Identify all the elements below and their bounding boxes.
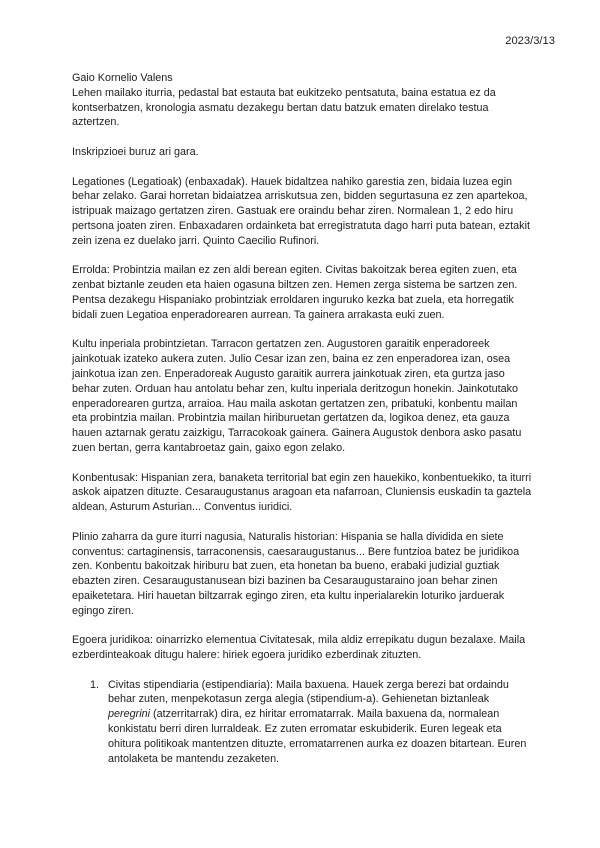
paragraph-legationes: Legationes (Legatioak) (enbaxadak). Hauek bidaltzea nahiko garestia zen, bidaia luzea egin behar zelako. Garai horretan bidaiatzea arriskutsua zen, bidden segurtasuna ez zen apartekoa, istripuak maizago gertatzen ziren. Gastuak ere oraindu behar ziren. Normalean 1, 2 edo hiru pertsona joaten ziren. Enbaxadaren ordainketa bat erregistratuta dago harri puta batean, eztakit zein izena ez duelako jarri. Quinto Caecilio Rufinori. [72, 175, 530, 247]
paragraph-inscriptions: Inskripzioei buruz ari gara. [72, 145, 199, 158]
list-item [72, 678, 534, 767]
list-item-text-before: Civitas stipendiaria (estipendiaria): Maila baxuena. Hauek zerga berezi bat ordaindu behar zuten, menpekotasun zerga alegia (stipendium-a). Gehienetan biztanleak [108, 678, 509, 706]
list-item-text-after: (atzerritarrak) dira, ez hiritar erromatarrak. Maila baxuena da, normalean konkistatu berri diren lurraldeak. Ez zuten erromatar eskubiderik. Euren legeak eta ohitura politikoak mantentzen dituzte, erromatarrenen aurka ez doazen bitartean. Euren antolaketa be mantendu zezaketen. [108, 708, 527, 765]
paragraph-errolda: Errolda: Probintzia mailan ez zen aldi berean egiten. Civitas bakoitzak berea egiten zuen, eta zenbat biztanle zeuden eta haien ogasuna biltzen zen. Hemen zerga sistema be sartzen zen. Pentsa dezakegu Hispaniako probintziak erroldaren inguruko kezka bat zuela, eta horregatik bidali zuen Legatioa enperadorearen aurrean. Ta gainera arrakasta euki zuen. [72, 264, 518, 321]
list-item-number: 1. [90, 678, 100, 691]
document-date: 2023/3/13 [505, 35, 555, 47]
document-body [72, 71, 534, 766]
paragraph-kultu-inperiala: Kultu inperiala probintzietan. Tarracon gertatzen zen. Augustoren garaitik enperadoreek jainkotuak izateko aukera zuten. Julio Cesar izan zen, baina ez zen enperadorea izan, osea jainkotua izan zen. Enperadoreak Augusto garaitik aurrera jainkotuak ziren, eta gurtza jaso behar zuten. Orduan hau antolatu behar zen, kultu inperiala deritzogun honekin. Jainkotutako enperadorearen gurtza, arraioa. Hau maila askotan gertatzen zen, pribatuki, konbentu mailan eta probintzia mailan. Probintzia mailan hiriburuetan gertatzen da, logikoa denez, eta gauza hauen aztarnak geratu zaizkigu, Tarracokoak gainera. Gainera Augustok denbora asko pasatu zuen bertan, gerra kantabroetaz gain, gaixo egon zelako. [72, 338, 522, 454]
paragraph-egoera-juridikoa: Egoera juridikoa: oinarrizko elementua Civitatesak, mila aldiz errepikatu dugun bezalaxe. Maila ezberdinteakoak ditugu halere: hiriek egoera juridiko ezberdinak zituzten. [72, 634, 526, 662]
paragraph-intro: Lehen mailako iturria, pedastal bat estauta bat eukitzeko pentsatuta, baina estatua ez da kontserbatzen, kronologia asmatu dezakegu bertan datu batzuk ematen direlako testua aztertzen. [72, 86, 496, 129]
paragraph-plinio: Plinio zaharra da gure iturri nagusia, Naturalis historian: Hispania se halla dividida en siete conventus: cartaginensis, tarraconensis, caesaraugustanus... Bere funtzioa batez be juridikoa zen. Konbentu bakoitzak hiriburu bat zuen, eta honetan ba bueno, erabaki judizial guztiak ebazten ziren. Cesaraugustanusean bizi bazinen ba Cesaraugustaraino joan behar zinen epaiketetara. Hiri hauetan biltzarrak egingo ziren, eta kultu inperialarekin loturiko jarduerak egingo ziren. [72, 530, 520, 617]
author-name: Gaio Kornelio Valens [72, 72, 173, 84]
list-item-italic-term: peregrini [108, 708, 151, 721]
numbered-list [72, 678, 534, 767]
paragraph-konbentusak: Konbentusak: Hispanian zera, banaketa territorial bat egin zen hauekiko, konbentuekiko, ta iturri askok aipatzen dituzte. Cesaraugustanus aragoan eta nafarroan, Cluniensis euskadin ta gaztela aldean, Asturum Asturian... Conventus iuridici. [72, 471, 532, 514]
